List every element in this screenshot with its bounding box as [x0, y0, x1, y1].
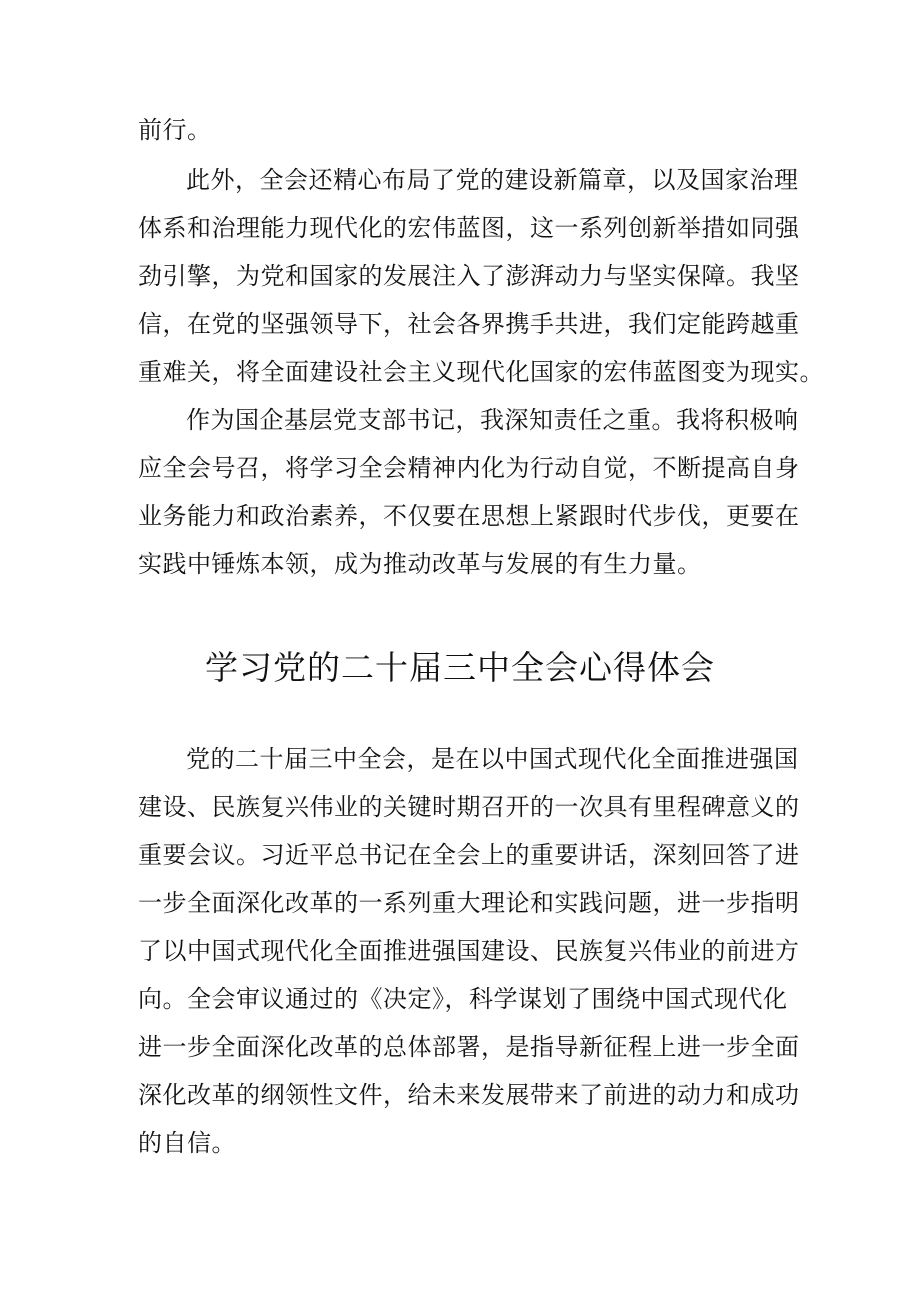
paragraph-line: 进一步全面深化改革的总体部署，是指导新征程上进一步全面 — [138, 1033, 800, 1061]
paragraph-line: 应全会号召，将学习全会精神内化为行动自觉，不断提高自身 — [138, 454, 800, 482]
paragraph-line: 信，在党的坚强领导下，社会各界携手共进，我们定能跨越重 — [138, 310, 800, 338]
paragraph-continuation-line: 前行。 — [138, 116, 212, 144]
paragraph-line: 此外，全会还精心布局了党的建设新篇章，以及国家治理 — [186, 166, 799, 194]
paragraph-line: 劲引擎，为党和国家的发展注入了澎湃动力与坚实保障。我坚 — [138, 262, 800, 290]
paragraph-line: 重要会议。习近平总书记在全会上的重要讲话，深刻回答了进 — [138, 841, 800, 869]
paragraph-line: 作为国企基层党支部书记，我深知责任之重。我将积极响 — [186, 406, 799, 434]
paragraph-line: 的自信。 — [138, 1129, 236, 1157]
document-title: 学习党的二十届三中全会心得体会 — [205, 648, 715, 687]
paragraph-line: 业务能力和政治素养，不仅要在思想上紧跟时代步伐，更要在 — [138, 502, 800, 530]
paragraph-line: 建设、民族复兴伟业的关键时期召开的一次具有里程碑意义的 — [138, 793, 800, 821]
paragraph-line: 了以中国式现代化全面推进强国建设、民族复兴伟业的前进方 — [138, 937, 800, 965]
paragraph-line: 党的二十届三中全会，是在以中国式现代化全面推进强国 — [186, 745, 799, 773]
paragraph-line: 重难关，将全面建设社会主义现代化国家的宏伟蓝图变为现实。 — [138, 358, 824, 386]
paragraph-line: 一步全面深化改革的一系列重大理论和实践问题，进一步指明 — [138, 889, 800, 917]
paragraph-line: 体系和治理能力现代化的宏伟蓝图，这一系列创新举措如同强 — [138, 214, 800, 242]
paragraph-line: 实践中锤炼本领，成为推动改革与发展的有生力量。 — [138, 550, 702, 578]
paragraph-line: 向。全会审议通过的《决定》，科学谋划了围绕中国式现代化 — [138, 985, 788, 1013]
paragraph-line: 深化改革的纲领性文件，给未来发展带来了前进的动力和成功 — [138, 1081, 800, 1109]
